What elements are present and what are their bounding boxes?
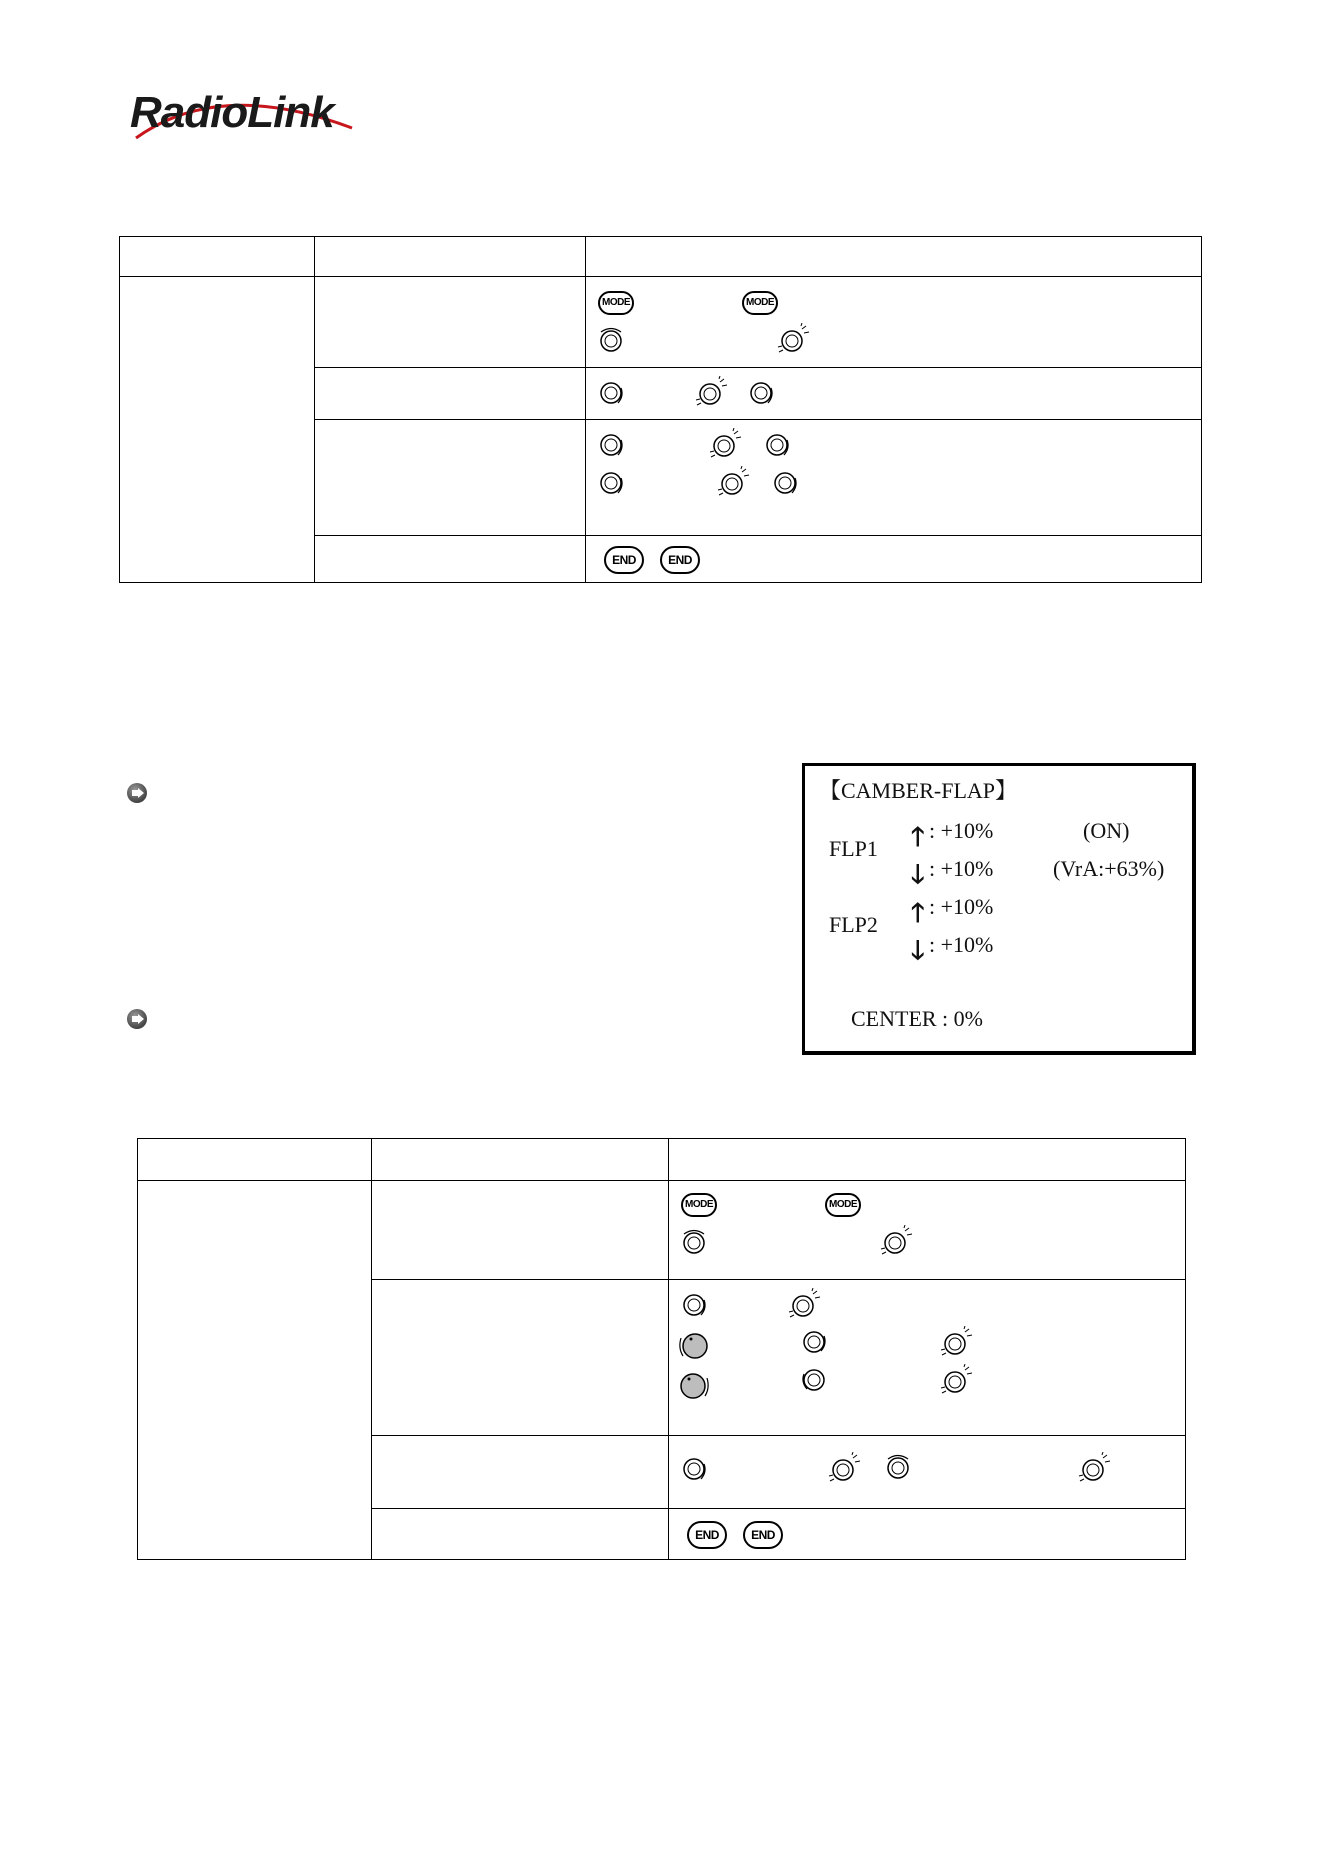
operation-cell <box>586 420 1202 536</box>
header-cell <box>138 1139 372 1181</box>
operation-cell <box>586 277 1202 368</box>
mode-button-icon: MODE <box>825 1193 861 1217</box>
step-cell <box>372 1436 669 1509</box>
jog-dial-turn-icon <box>799 1364 829 1394</box>
function-cell <box>120 277 315 583</box>
jog-dial-turn-icon <box>762 430 792 460</box>
status-on: (ON) <box>1083 818 1130 843</box>
operation-cell <box>586 536 1202 583</box>
jog-dial-turn-icon <box>596 325 626 355</box>
operation-cell <box>669 1509 1186 1560</box>
flp1-up-value: : +10% <box>929 818 994 843</box>
jog-dial-turn-icon <box>883 1452 913 1482</box>
jog-dial-push-icon <box>692 376 728 408</box>
header-cell <box>372 1139 669 1181</box>
table-row <box>138 1181 1186 1280</box>
rotary-knob-icon <box>677 1368 711 1402</box>
end-button-icon: END <box>660 546 700 574</box>
jog-dial-turn-icon <box>799 1326 829 1356</box>
operation-cell <box>669 1280 1186 1436</box>
end-button-icon: END <box>743 1521 783 1549</box>
jog-dial-turn-icon <box>746 378 776 408</box>
arrow-bullet-icon <box>127 783 147 803</box>
operation-cell <box>586 368 1202 420</box>
flp1-label: FLP1 <box>829 836 878 861</box>
step-cell <box>372 1280 669 1436</box>
step-cell <box>372 1181 669 1280</box>
jog-dial-push-icon <box>825 1452 861 1484</box>
camber-flap-screen <box>802 763 1196 1055</box>
end-button-icon: END <box>687 1521 727 1549</box>
jog-dial-push-icon <box>706 428 742 460</box>
jog-dial-push-icon <box>937 1326 973 1358</box>
rotary-knob-icon <box>677 1328 711 1362</box>
header-cell <box>669 1139 1186 1181</box>
end-button-icon: END <box>604 546 644 574</box>
mode-button-icon: MODE <box>681 1193 717 1217</box>
arrow-bullet-icon <box>127 1009 147 1029</box>
screen-title: 【CAMBER-FLAP】 <box>819 778 1018 803</box>
flp2-label: FLP2 <box>829 912 878 937</box>
flp2-up-value: : +10% <box>929 894 994 919</box>
jog-dial-turn-icon <box>596 378 626 408</box>
flp2-down-value: : +10% <box>929 932 994 957</box>
steps-table-1 <box>119 236 1202 583</box>
vra-value: (VrA:+63%) <box>1053 856 1165 881</box>
mode-button-icon: MODE <box>742 291 778 315</box>
center-value: CENTER : 0% <box>851 1006 983 1031</box>
jog-dial-push-icon <box>785 1288 821 1320</box>
up-arrow-icon: 🡑 <box>911 898 925 927</box>
steps-table-2 <box>137 1138 1186 1560</box>
operation-cell <box>669 1436 1186 1509</box>
jog-dial-turn-icon <box>679 1290 709 1320</box>
down-arrow-icon: 🡓 <box>911 860 925 889</box>
jog-dial-push-icon <box>877 1225 913 1257</box>
table-header-row <box>138 1139 1186 1181</box>
table-row <box>120 277 1202 368</box>
header-cell <box>120 237 315 277</box>
jog-dial-turn-icon <box>770 468 800 498</box>
header-cell <box>586 237 1202 277</box>
step-cell <box>315 368 586 420</box>
table-header-row <box>120 237 1202 277</box>
function-cell <box>138 1181 372 1560</box>
logo-text: RadioLink <box>130 88 334 137</box>
jog-dial-turn-icon <box>679 1454 709 1484</box>
radiolink-logo <box>130 88 334 138</box>
header-cell <box>315 237 586 277</box>
jog-dial-turn-icon <box>679 1227 709 1257</box>
jog-dial-turn-icon <box>596 468 626 498</box>
step-cell <box>315 536 586 583</box>
step-cell <box>372 1509 669 1560</box>
mode-button-icon: MODE <box>598 291 634 315</box>
up-arrow-icon: 🡑 <box>911 822 925 851</box>
jog-dial-push-icon <box>1075 1452 1111 1484</box>
flp1-down-value: : +10% <box>929 856 994 881</box>
jog-dial-push-icon <box>937 1364 973 1396</box>
down-arrow-icon: 🡓 <box>911 936 925 965</box>
jog-dial-push-icon <box>774 323 810 355</box>
jog-dial-turn-icon <box>596 430 626 460</box>
step-cell <box>315 277 586 368</box>
step-cell <box>315 420 586 536</box>
operation-cell <box>669 1181 1186 1280</box>
jog-dial-push-icon <box>714 466 750 498</box>
